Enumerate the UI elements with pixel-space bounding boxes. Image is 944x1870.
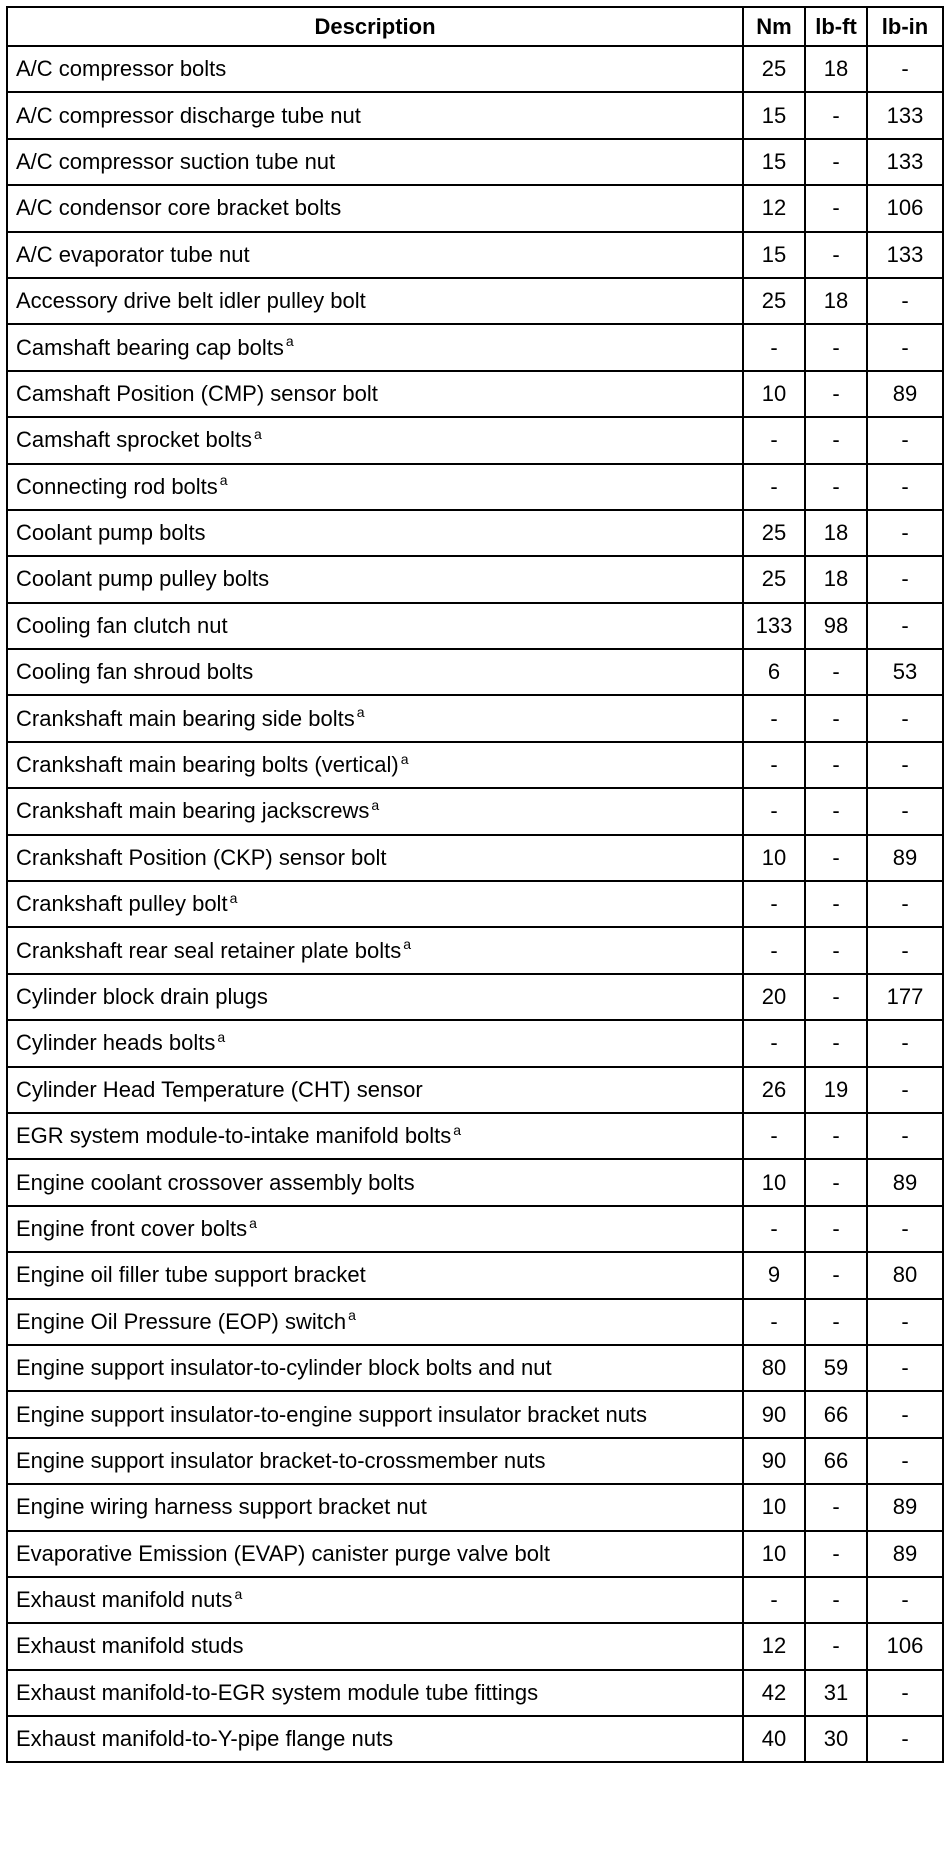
- nm-cell: 80: [743, 1345, 805, 1391]
- description-cell: [7, 510, 743, 556]
- table-row: [7, 1206, 943, 1252]
- nm-cell: 12: [743, 185, 805, 231]
- lb-ft-cell: 30: [805, 1716, 867, 1762]
- description-cell: [7, 1484, 743, 1530]
- description-cell: [7, 232, 743, 278]
- nm-cell: -: [743, 417, 805, 463]
- description-text: Exhaust manifold studs: [16, 1633, 244, 1659]
- lb-in-cell: 133: [867, 232, 943, 278]
- description-cell: [7, 695, 743, 741]
- table-row: [7, 1299, 943, 1345]
- table-row: [7, 1252, 943, 1298]
- lb-in-cell: -: [867, 742, 943, 788]
- lb-in-cell: -: [867, 788, 943, 834]
- lb-in-cell: -: [867, 1206, 943, 1252]
- table-row: [7, 1067, 943, 1113]
- table-row: [7, 1484, 943, 1530]
- description-cell: [7, 649, 743, 695]
- description-text: EGR system module-to-intake manifold bolts: [16, 1123, 452, 1149]
- lb-in-cell: 53: [867, 649, 943, 695]
- table-row: [7, 649, 943, 695]
- lb-ft-cell: -: [805, 417, 867, 463]
- table-row: [7, 324, 943, 370]
- description-text: A/C evaporator tube nut: [16, 241, 250, 267]
- nm-cell: 15: [743, 139, 805, 185]
- lb-ft-cell: -: [805, 1484, 867, 1530]
- description-cell: [7, 139, 743, 185]
- lb-ft-cell: 66: [805, 1438, 867, 1484]
- nm-cell: 10: [743, 1159, 805, 1205]
- description-text: Crankshaft rear seal retainer plate bolts: [16, 937, 402, 963]
- nm-cell: -: [743, 1020, 805, 1066]
- table-row: [7, 1391, 943, 1437]
- nm-cell: 42: [743, 1670, 805, 1716]
- nm-cell: 25: [743, 46, 805, 92]
- lb-in-cell: -: [867, 1345, 943, 1391]
- lb-ft-cell: -: [805, 835, 867, 881]
- description-text: Cooling fan shroud bolts: [16, 659, 254, 685]
- description-cell: [7, 324, 743, 370]
- description-text: Engine oil filler tube support bracket: [16, 1262, 366, 1288]
- table-row: [7, 278, 943, 324]
- nm-cell: -: [743, 1206, 805, 1252]
- description-cell: [7, 92, 743, 138]
- lb-ft-cell: 31: [805, 1670, 867, 1716]
- lb-in-cell: 89: [867, 835, 943, 881]
- header-lb-ft: lb-ft: [805, 7, 867, 46]
- lb-in-cell: 177: [867, 974, 943, 1020]
- description-text: Engine support insulator bracket-to-crossmember nuts: [16, 1447, 546, 1473]
- footnote-marker: a: [234, 1585, 243, 1602]
- table-row: [7, 417, 943, 463]
- lb-in-cell: -: [867, 324, 943, 370]
- nm-cell: 6: [743, 649, 805, 695]
- lb-ft-cell: -: [805, 881, 867, 927]
- description-text: Crankshaft main bearing bolts (vertical): [16, 752, 399, 778]
- header-description: Description: [7, 7, 743, 46]
- table-row: [7, 1345, 943, 1391]
- description-text: Engine support insulator-to-cylinder block bolts and nut: [16, 1355, 552, 1381]
- nm-cell: -: [743, 464, 805, 510]
- lb-in-cell: -: [867, 46, 943, 92]
- lb-ft-cell: -: [805, 464, 867, 510]
- lb-ft-cell: -: [805, 185, 867, 231]
- table-row: [7, 232, 943, 278]
- description-cell: [7, 1067, 743, 1113]
- table-row: [7, 510, 943, 556]
- table-row: [7, 371, 943, 417]
- table-row: [7, 1438, 943, 1484]
- footnote-marker: a: [253, 425, 262, 442]
- nm-cell: 15: [743, 92, 805, 138]
- footnote-marker: a: [403, 936, 411, 953]
- description-cell: [7, 1391, 743, 1437]
- table-row: [7, 185, 943, 231]
- lb-in-cell: -: [867, 1716, 943, 1762]
- description-text: Accessory drive belt idler pulley bolt: [16, 288, 366, 314]
- header-nm: Nm: [743, 7, 805, 46]
- lb-ft-cell: 18: [805, 510, 867, 556]
- nm-cell: -: [743, 695, 805, 741]
- description-text: A/C compressor discharge tube nut: [16, 102, 361, 128]
- lb-in-cell: 89: [867, 1484, 943, 1530]
- footnote-marker: a: [285, 333, 294, 350]
- description-cell: [7, 1299, 743, 1345]
- description-cell: [7, 881, 743, 927]
- lb-in-cell: -: [867, 464, 943, 510]
- description-text: A/C compressor bolts: [16, 56, 227, 82]
- nm-cell: 15: [743, 232, 805, 278]
- nm-cell: -: [743, 788, 805, 834]
- table-row: [7, 1670, 943, 1716]
- description-cell: [7, 1670, 743, 1716]
- description-cell: [7, 603, 743, 649]
- description-cell: [7, 1113, 743, 1159]
- nm-cell: -: [743, 742, 805, 788]
- nm-cell: 9: [743, 1252, 805, 1298]
- lb-in-cell: 89: [867, 1531, 943, 1577]
- lb-ft-cell: -: [805, 1252, 867, 1298]
- table-row: [7, 1159, 943, 1205]
- table-row: [7, 835, 943, 881]
- description-text: Exhaust manifold-to-Y-pipe flange nuts: [16, 1726, 394, 1752]
- lb-in-cell: 80: [867, 1252, 943, 1298]
- lb-ft-cell: 59: [805, 1345, 867, 1391]
- description-text: Cooling fan clutch nut: [16, 612, 228, 638]
- description-cell: [7, 1345, 743, 1391]
- description-text: Engine support insulator-to-engine support insulator bracket nuts: [16, 1401, 648, 1427]
- lb-ft-cell: -: [805, 742, 867, 788]
- description-text: Connecting rod bolts: [16, 473, 218, 499]
- description-cell: [7, 1252, 743, 1298]
- table-row: [7, 139, 943, 185]
- table-row: [7, 1716, 943, 1762]
- lb-in-cell: 89: [867, 371, 943, 417]
- lb-ft-cell: 18: [805, 46, 867, 92]
- nm-cell: 25: [743, 278, 805, 324]
- table-row: [7, 1577, 943, 1623]
- lb-ft-cell: -: [805, 1531, 867, 1577]
- footnote-marker: a: [453, 1121, 462, 1138]
- description-cell: [7, 974, 743, 1020]
- lb-in-cell: -: [867, 278, 943, 324]
- table-body: [7, 46, 943, 1762]
- table-row: [7, 1020, 943, 1066]
- lb-ft-cell: -: [805, 974, 867, 1020]
- description-cell: [7, 1531, 743, 1577]
- lb-in-cell: -: [867, 603, 943, 649]
- lb-in-cell: -: [867, 1113, 943, 1159]
- lb-ft-cell: -: [805, 927, 867, 973]
- table-row: [7, 556, 943, 602]
- lb-in-cell: -: [867, 556, 943, 602]
- table-row: [7, 92, 943, 138]
- description-text: Coolant pump pulley bolts: [16, 566, 270, 592]
- lb-ft-cell: -: [805, 649, 867, 695]
- lb-in-cell: 133: [867, 92, 943, 138]
- footnote-marker: a: [217, 1029, 226, 1046]
- table-row: [7, 1531, 943, 1577]
- footnote-marker: a: [249, 1214, 257, 1231]
- nm-cell: 90: [743, 1391, 805, 1437]
- description-text: A/C compressor suction tube nut: [16, 148, 336, 174]
- description-cell: [7, 1623, 743, 1669]
- table-row: [7, 695, 943, 741]
- description-text: Camshaft Position (CMP) sensor bolt: [16, 380, 378, 406]
- description-cell: [7, 1716, 743, 1762]
- lb-in-cell: -: [867, 1391, 943, 1437]
- table-row: [7, 1623, 943, 1669]
- nm-cell: -: [743, 1577, 805, 1623]
- nm-cell: 25: [743, 556, 805, 602]
- description-text: A/C condensor core bracket bolts: [16, 195, 342, 221]
- description-text: Cylinder heads bolts: [16, 1030, 216, 1056]
- lb-ft-cell: -: [805, 92, 867, 138]
- description-cell: [7, 1159, 743, 1205]
- nm-cell: -: [743, 881, 805, 927]
- footnote-marker: a: [219, 472, 228, 489]
- lb-in-cell: -: [867, 1438, 943, 1484]
- lb-ft-cell: 66: [805, 1391, 867, 1437]
- nm-cell: -: [743, 1299, 805, 1345]
- lb-in-cell: -: [867, 1670, 943, 1716]
- nm-cell: 25: [743, 510, 805, 556]
- table-row: [7, 603, 943, 649]
- nm-cell: -: [743, 927, 805, 973]
- description-text: Camshaft sprocket bolts: [16, 427, 252, 453]
- description-cell: [7, 927, 743, 973]
- lb-ft-cell: -: [805, 232, 867, 278]
- table-row: [7, 881, 943, 927]
- description-text: Cylinder block drain plugs: [16, 984, 268, 1009]
- lb-in-cell: -: [867, 1299, 943, 1345]
- nm-cell: -: [743, 324, 805, 370]
- torque-spec-table: [6, 6, 944, 1763]
- footnote-marker: a: [400, 750, 409, 767]
- description-cell: [7, 742, 743, 788]
- footnote-marker: a: [356, 704, 365, 721]
- lb-ft-cell: -: [805, 788, 867, 834]
- description-text: Camshaft bearing cap bolts: [16, 334, 284, 360]
- description-cell: [7, 1206, 743, 1252]
- lb-in-cell: -: [867, 417, 943, 463]
- torque-spec-table-container: [6, 6, 944, 1763]
- description-cell: [7, 1577, 743, 1623]
- description-text: Coolant pump bolts: [16, 520, 206, 546]
- lb-ft-cell: 18: [805, 556, 867, 602]
- nm-cell: 10: [743, 1484, 805, 1530]
- description-cell: [7, 556, 743, 602]
- header-lb-in: lb-in: [867, 7, 943, 46]
- lb-ft-cell: 18: [805, 278, 867, 324]
- table-row: [7, 788, 943, 834]
- description-cell: [7, 417, 743, 463]
- lb-in-cell: 106: [867, 1623, 943, 1669]
- description-cell: [7, 1438, 743, 1484]
- description-text: Crankshaft Position (CKP) sensor bolt: [16, 844, 387, 870]
- lb-ft-cell: -: [805, 371, 867, 417]
- table-row: [7, 927, 943, 973]
- lb-in-cell: -: [867, 927, 943, 973]
- lb-in-cell: -: [867, 1577, 943, 1623]
- nm-cell: 133: [743, 603, 805, 649]
- lb-ft-cell: -: [805, 695, 867, 741]
- description-cell: [7, 788, 743, 834]
- table-row: [7, 742, 943, 788]
- description-text: Crankshaft main bearing side bolts: [16, 705, 355, 731]
- description-cell: [7, 464, 743, 510]
- description-cell: [7, 835, 743, 881]
- description-text: Evaporative Emission (EVAP) canister purge valve bolt: [16, 1540, 550, 1566]
- description-text: Exhaust manifold-to-EGR system module tube fittings: [16, 1679, 539, 1705]
- nm-cell: 10: [743, 371, 805, 417]
- lb-ft-cell: -: [805, 139, 867, 185]
- nm-cell: 40: [743, 1716, 805, 1762]
- lb-ft-cell: 98: [805, 603, 867, 649]
- description-text: Engine wiring harness support bracket nut: [16, 1494, 427, 1520]
- description-cell: [7, 1020, 743, 1066]
- nm-cell: -: [743, 1113, 805, 1159]
- description-text: Crankshaft pulley bolt: [16, 891, 228, 917]
- lb-ft-cell: -: [805, 1577, 867, 1623]
- description-cell: [7, 185, 743, 231]
- description-cell: [7, 278, 743, 324]
- description-text: Engine front cover bolts: [16, 1215, 248, 1241]
- lb-ft-cell: -: [805, 1113, 867, 1159]
- table-row: [7, 974, 943, 1020]
- nm-cell: 90: [743, 1438, 805, 1484]
- description-text: Exhaust manifold nuts: [16, 1587, 233, 1613]
- lb-in-cell: -: [867, 510, 943, 556]
- lb-ft-cell: -: [805, 324, 867, 370]
- lb-ft-cell: -: [805, 1623, 867, 1669]
- lb-in-cell: -: [867, 1020, 943, 1066]
- lb-ft-cell: -: [805, 1299, 867, 1345]
- footnote-marker: a: [371, 797, 380, 814]
- nm-cell: 12: [743, 1623, 805, 1669]
- lb-ft-cell: -: [805, 1206, 867, 1252]
- lb-ft-cell: -: [805, 1159, 867, 1205]
- description-text: Crankshaft main bearing jackscrews: [16, 798, 370, 824]
- footnote-marker: a: [229, 889, 238, 906]
- nm-cell: 26: [743, 1067, 805, 1113]
- lb-ft-cell: -: [805, 1020, 867, 1066]
- description-cell: [7, 371, 743, 417]
- nm-cell: 20: [743, 974, 805, 1020]
- lb-in-cell: 133: [867, 139, 943, 185]
- lb-ft-cell: 19: [805, 1067, 867, 1113]
- description-text: Engine coolant crossover assembly bolts: [16, 1169, 415, 1195]
- nm-cell: 10: [743, 835, 805, 881]
- header-row: [7, 7, 943, 46]
- nm-cell: 10: [743, 1531, 805, 1577]
- lb-in-cell: 89: [867, 1159, 943, 1205]
- description-text: Engine Oil Pressure (EOP) switch: [16, 1308, 347, 1334]
- description-cell: [7, 46, 743, 92]
- lb-in-cell: -: [867, 1067, 943, 1113]
- table-row: [7, 464, 943, 510]
- lb-in-cell: -: [867, 695, 943, 741]
- lb-in-cell: -: [867, 881, 943, 927]
- table-row: [7, 46, 943, 92]
- footnote-marker: a: [348, 1307, 356, 1324]
- table-row: [7, 1113, 943, 1159]
- lb-in-cell: 106: [867, 185, 943, 231]
- description-text: Cylinder Head Temperature (CHT) sensor: [16, 1076, 423, 1102]
